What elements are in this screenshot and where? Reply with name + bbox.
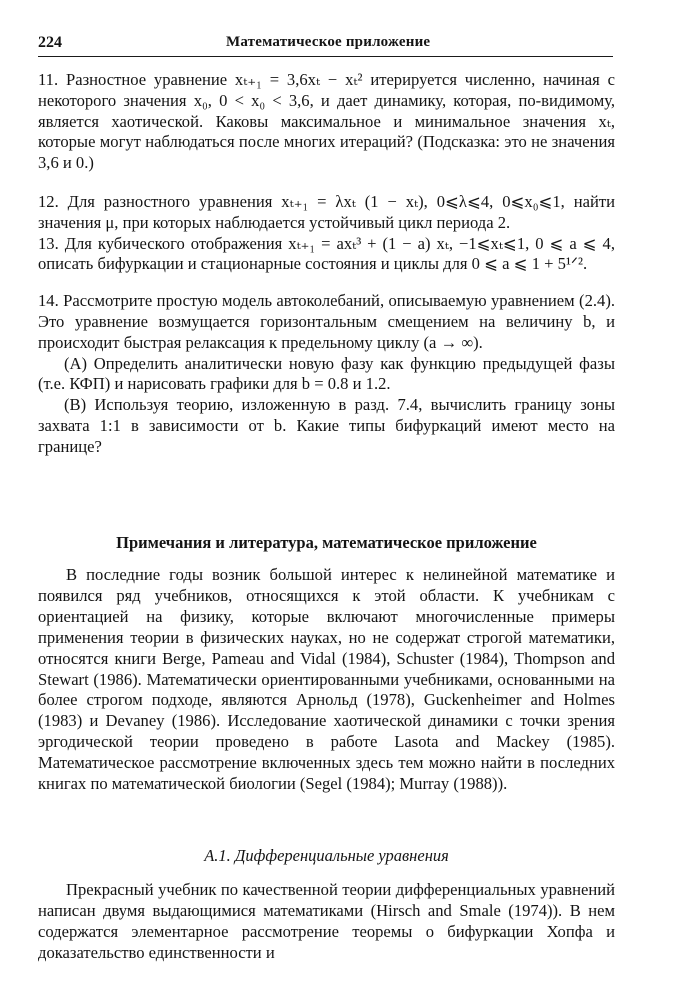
- subsection-paragraph: Прекрасный учебник по качественной теории дифференциальных уравнений написан двумя выдающимися математиками (Hirsch and Smale (1974)). В нем содержатся элементарное рассмотрение теоремы о бифуркации Хопфа и доказательство единственности и: [38, 880, 615, 962]
- exercise-14: 14. Рассмотрите простую модель автоколебаний, описываемую уравнением (2.4). Это уравнение возмущается горизонтальным смещением на величину b, и происходит быстрая релаксация к предельному циклу (a → ∞).: [38, 291, 615, 352]
- exercise-11: 11. Разностное уравнение xₜ₊₁ = 3,6xₜ − xₜ² итерируется численно, начиная с некоторого значения x₀, 0 < x₀ < 3,6, и дает динамику, которая, по-видимому, является хаотической. Каковы максимальное и минимальное значения xₜ, которые могут наблюдаться после многих итераций? (Подсказка: это не значения 3,6 и 0.): [38, 70, 615, 173]
- page-header: [38, 34, 613, 56]
- notes-paragraph: В последние годы возник большой интерес к нелинейной математике и появился ряд учебников, относящихся к этой области. К учебникам с ориентацией на физику, которые включают многочисленные примеры применения теории в физических науках, но не содержат строгой математики, относятся книги Berge, Pameau and Vidal (1984), Schuster (1984), Thompson and Stewart (1986). Математически ориентированными учебниками, основанными на более строгом подходе, являются Арнольд (1978), Guckenheimer and Holmes (1983) и Devaney (1986). Исследование хаотической динамики с точки зрения эргодической теории проведено в работе Lasota and Mackey (1985). Математическое рассмотрение включенных здесь тем можно найти в последних книгах по математической биологии (Segel (1984); Murray (1988)).: [38, 565, 615, 794]
- header-rule: [38, 56, 613, 57]
- exercise-12: 12. Для разностного уравнения xₜ₊₁ = λxₜ (1 − xₜ), 0⩽λ⩽4, 0⩽x₀⩽1, найти значения μ, при которых наблюдается устойчивый цикл периода 2.: [38, 191, 615, 232]
- exercise-14-part-b: (В) Используя теорию, изложенную в разд. 7.4, вычислить границу зоны захвата 1:1 в зависимости от b. Какие типы бифуркаций имеют место на границе?: [38, 395, 615, 456]
- exercise-list: [38, 70, 615, 458]
- running-title: Математическое приложение: [226, 34, 431, 50]
- section-heading: Примечания и литература, математическое приложение: [116, 533, 537, 552]
- exercise-13: 13. Для кубического отображения xₜ₊₁ = axₜ³ + (1 − a) xₜ, −1⩽xₜ⩽1, 0 ⩽ a ⩽ 4, описать бифуркации и стационарные состояния и циклы для 0 ⩽ a ⩽ 1 + 5¹ᐟ².: [38, 233, 615, 274]
- page-number: 224: [38, 34, 62, 51]
- exercise-14-part-a: (А) Определить аналитически новую фазу как функцию предыдущей фазы (т.е. КФП) и нарисовать графики для b = 0.8 и 1.2.: [38, 353, 615, 394]
- subsection-heading: А.1. Дифференциальные уравнения: [204, 846, 449, 865]
